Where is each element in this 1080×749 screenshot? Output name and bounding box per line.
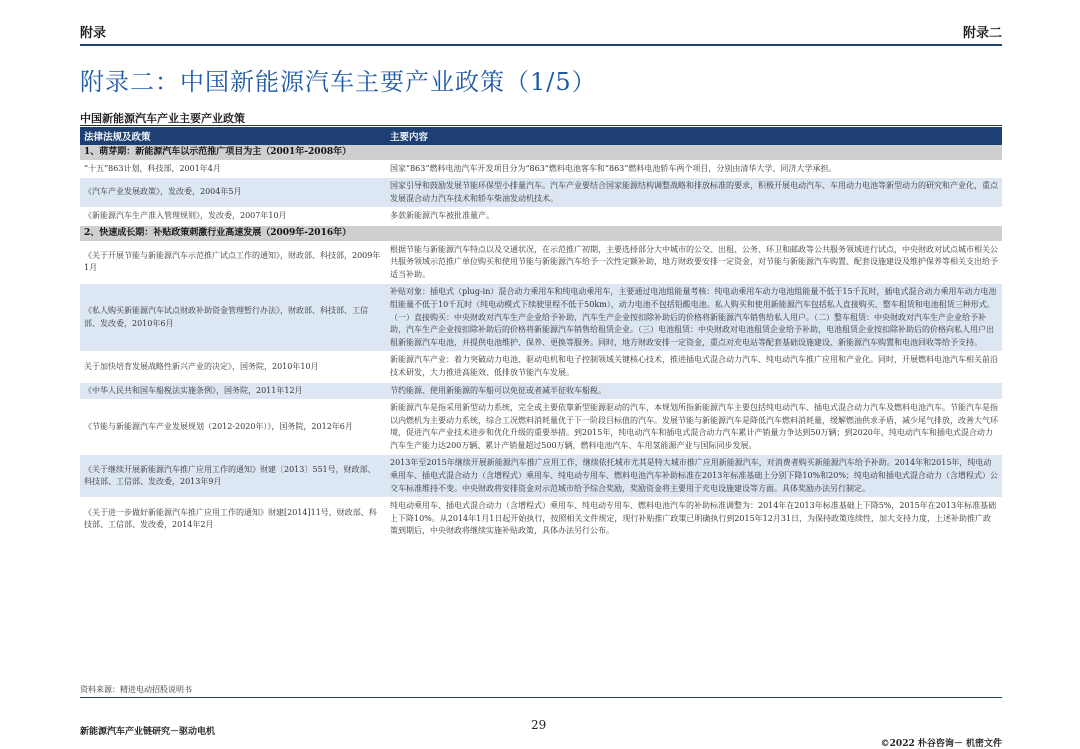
footer-report-title: 新能源汽车产业链研究－驱动电机 [80,727,216,737]
policy-cell: 《汽车产业发展政策》，发改委，2004年5月 [80,178,386,208]
policy-cell: “十五”863计划，科技部，2001年4月 [80,160,386,178]
policy-cell: 《新能源汽车生产准入管理规则》，发改委，2007年10月 [80,208,386,226]
header-divider [80,44,1002,46]
header-right-label: 附录二 [962,26,1002,41]
table-row [80,498,1002,541]
page-title: 附录二：中国新能源汽车主要产业政策（1/5） [80,68,597,96]
content-cell: 2013年至2015年继续开展新能源汽车推广应用工作，继续依托城市尤其是特大城市推广应用新能源汽车，对消费者购买新能源汽车给予补助。2014年和2015年，纯电动乘用车、插电式混合动力（含增程式）乘用车、纯电动专用车、燃料电池汽车补助标准在2013年标准基础上分别下降10%和20%；纯电动和插电式混合动力（含增程式）公交车标准维持不变。中央财政将安排资金对示范城市给予综合奖励，奖励资金将主要用于充电设施建设等方面。具体奖励办法另行制定。 [386,455,1002,498]
page-number: 29 [531,718,547,732]
table-row [80,400,1002,455]
phase-label: 2、快速成长期：补贴政策刺激行业高速发展（2009年-2016年） [80,225,1002,241]
content-cell: 节约能源、使用新能源的车船可以免征或者减半征收车船税。 [386,382,1002,400]
policy-cell: 《节能与新能源汽车产业发展规划（2012-2020年）》，国务院，2012年6月 [80,400,386,455]
content-cell: 纯电动乘用车、插电式混合动力（含增程式）乘用车、纯电动专用车、燃料电池汽车的补助标准调整为：2014年在2013年标准基础上下降5%，2015年在2013年标准基础上下降10%。从2014年1月1日起开始执行，按照相关文件规定，现行补贴推广政策已明确执行到2015年12月31日，为保持政策连续性，加大支持力度，上述补助推广政策到期后，中央财政将继续实施补贴政策，具体办法另行公布。 [386,498,1002,541]
table-row [80,160,1002,178]
table-row [80,352,1002,382]
phase-label: 1、萌芽期：新能源汽车以示范推广项目为主（2001年-2008年） [80,145,1002,160]
policy-cell: 《关于进一步做好新能源汽车推广应用工作的通知》财建[2014]11号，财政部、科技部、工信部、发改委，2014年2月 [80,498,386,541]
top-header [0,0,1080,50]
table-row [80,241,1002,284]
footer-copyright: ©2022 朴谷咨询－ 机密文件 [880,739,1002,749]
column-header-content: 主要内容 [386,127,1002,145]
phase-row [80,145,1002,160]
table-caption: 中国新能源汽车产业主要产业政策 [80,112,245,125]
table-row [80,208,1002,226]
policy-table [80,127,1002,541]
table-body [80,145,1002,541]
table-row [80,382,1002,400]
footer-divider [80,697,1002,698]
policy-cell: 关于加快培育发展战略性新兴产业的决定》，国务院，2010年10月 [80,352,386,382]
header-left-label: 附录 [80,26,107,41]
policy-cell: 《私人购买新能源汽车试点财政补助资金管理暂行办法》，财政部、科技部、工信部、发改委，2010年6月 [80,284,386,352]
policy-cell: 《中华人民共和国车船税法实施条例》，国务院，2011年12月 [80,382,386,400]
content-cell: 国家“863”燃料电池汽车开发项目分为“863”燃料电池客车和“863”燃料电池轿车两个项目，分别由清华大学、同济大学承担。 [386,160,1002,178]
table-row [80,455,1002,498]
phase-row [80,225,1002,241]
table-header-row [80,127,1002,145]
content-cell: 多款新能源汽车被批准量产。 [386,208,1002,226]
table-row [80,178,1002,208]
content-cell: 国家引导和鼓励发展节能环保型小排量汽车。汽车产业要结合国家能源结构调整战略和排放标准的要求，积极开展电动汽车、车用动力电池等新型动力的研究和产业化，重点发展混合动力汽车技术和轿车柴油发动机技术。 [386,178,1002,208]
policy-cell: 《关于继续开展新能源汽车推广应用工作的通知》财建〔2013〕551号，财政部、科技部、工信部、发改委，2013年9月 [80,455,386,498]
content-cell: 新能源汽车是指采用新型动力系统，完全或主要依靠新型能源驱动的汽车，本规划所指新能源汽车主要包括纯电动汽车、插电式混合动力汽车及燃料电池汽车。节能汽车是指以内燃机为主要动力系统，综合工况燃料消耗量优于下一阶段目标值的汽车。发展节能与新能源汽车是降低汽车燃料消耗量，缓解燃油供求矛盾，减少尾气排放，改善大气环境，促进汽车产业技术进步和优化升级的重要举措。到2015年，纯电动汽车和插电式混合动力汽车累计产销量力争达到50万辆；到2020年，纯电动汽车和插电式混合动力汽车生产能力达200万辆、累计产销量超过500万辆，燃料电池汽车、车用氢能源产业与国际同步发展。 [386,400,1002,455]
source-note: 资料来源：精进电动招股说明书 [80,685,192,694]
caption-divider [80,125,1002,126]
column-header-policy: 法律法规及政策 [80,127,386,145]
content-cell: 新能源汽车产业：着力突破动力电池、驱动电机和电子控制领域关键核心技术，推进插电式混合动力汽车、纯电动汽车推广应用和产业化。同时，开展燃料电池汽车相关前沿技术研发，大力推进高能效、低排放节能汽车发展。 [386,352,1002,382]
content-cell: 补贴对象：插电式（plug-in）混合动力乘用车和纯电动乘用车，主要通过电池组能量考核：纯电动乘用车动力电池组能量不低于15千瓦时，插电式混合动力乘用车动力电池组能量不低于10千瓦时（纯电动模式下续驶里程不低于50km），动力电池不包括铅酸电池。私人购买和使用新能源汽车包括私人直接购买、整车租赁和电池租赁三种形式。（一）直接购买：中央财政对汽车生产企业给予补助，汽车生产企业按扣除补助后的价格将新能源汽车销售给私人用户。（二）整车租赁：中央财政对汽车生产企业给予补助，汽车生产企业按扣除补助后的价格将新能源汽车销售给租赁企业。（三）电池租赁：中央财政对电池租赁企业给予补助，电池租赁企业按扣除补助后的价格向私人用户出租新能源汽车电池，并提供电池维护、保养、更换等服务。同时，地方财政安排一定资金，重点对充电站等配套基础设施建设、新能源汽车购置和电池回收等给予支持。 [386,284,1002,352]
policy-cell: 《关于开展节能与新能源汽车示范推广试点工作的通知》，财政部、科技部，2009年1月 [80,241,386,284]
content-cell: 根据节能与新能源汽车特点以及交通状况，在示范推广初期，主要选择部分大中城市的公交、出租、公务、环卫和邮政等公共服务领域进行试点，中央财政对试点城市相关公共服务领域示范推广单位购买和使用节能与新能源汽车给予一次性定额补助，地方财政要安排一定资金，对节能与新能源汽车购置、配套设施建设及维护保养等相关支出给予适当补助。 [386,241,1002,284]
table-row [80,284,1002,352]
